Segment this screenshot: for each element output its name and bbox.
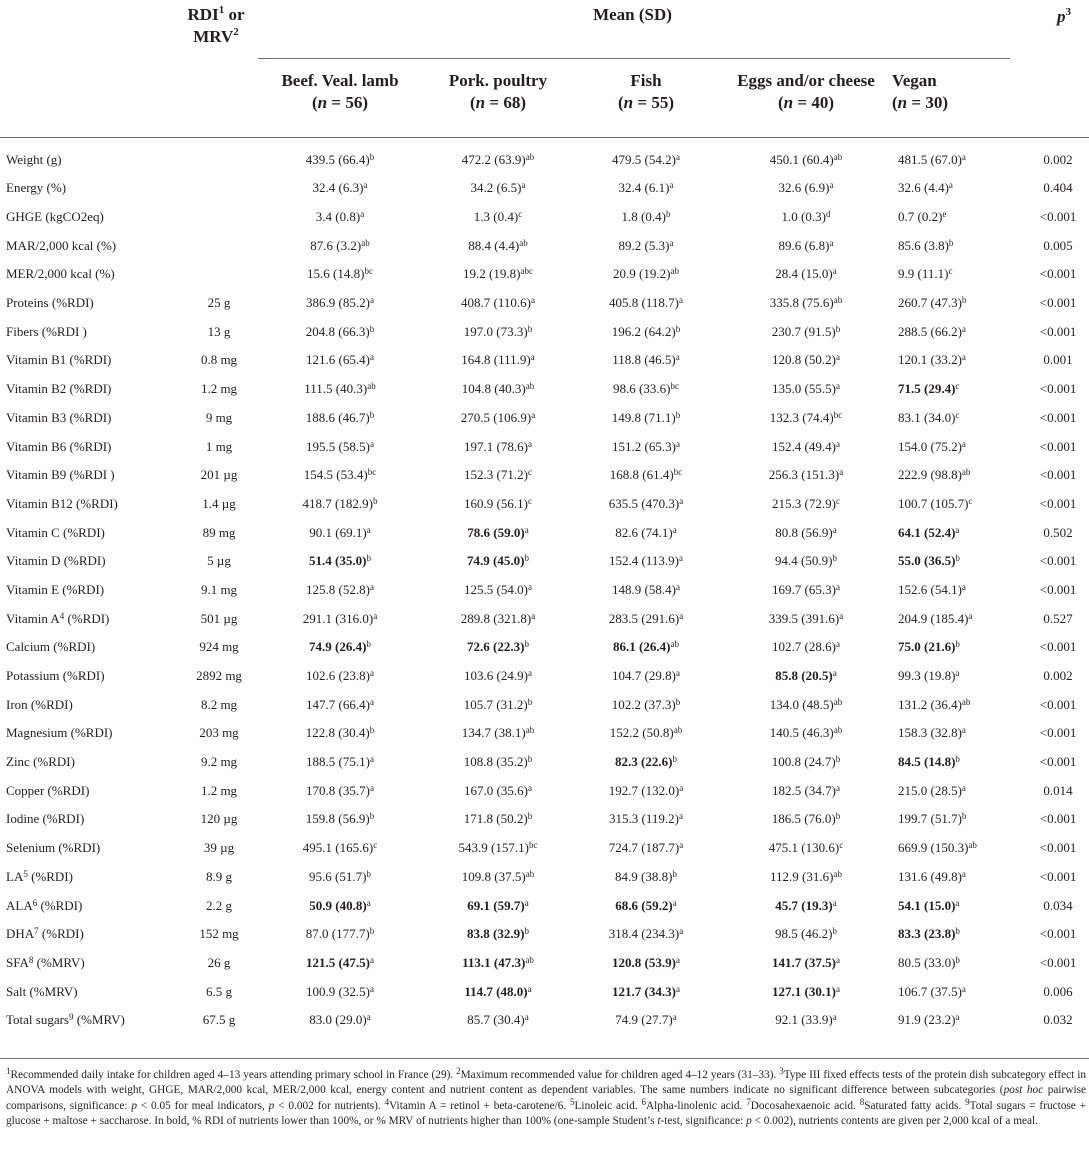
table-row bbox=[0, 260, 1089, 289]
reference-value: 13 g bbox=[207, 323, 231, 339]
mean-sd-cell: 339.5 $(391.6)^a$ bbox=[768, 610, 844, 626]
row-label: Zinc (%RDI) bbox=[6, 754, 75, 770]
mean-sd-cell: 196.2 $(64.2)^b$ bbox=[611, 323, 681, 339]
mean-sd-cell: 120.8 $(53.9)^a$ bbox=[612, 954, 680, 970]
mean-sd-cell: 472.2 $(63.9)^{ab}$ bbox=[461, 152, 535, 167]
mean-sd-cell: 99.3 $(19.8)^a$ bbox=[898, 668, 960, 684]
row-label: Copper (%RDI) bbox=[6, 782, 90, 798]
mean-sd-cell: 386.9 $(85.2)^a$ bbox=[306, 295, 374, 311]
mean-sd-cell: 122.8 $(30.4)^b$ bbox=[305, 725, 375, 741]
row-label: Fibers (%RDI ) bbox=[6, 323, 87, 339]
reference-value: 89 mg bbox=[202, 524, 236, 540]
mean-sd-cell: 98.5 $(46.2)^b$ bbox=[775, 926, 837, 942]
table-row bbox=[0, 576, 1089, 605]
p-value: <0.001 bbox=[1039, 409, 1077, 425]
mean-sd-cell: 152.6 $(54.1)^a$ bbox=[898, 581, 966, 597]
reference-value bbox=[158, 174, 256, 203]
mean-sd-cell: 289.8 $(321.8)^a$ bbox=[460, 610, 536, 626]
reference-value: 501 µg bbox=[200, 610, 238, 626]
mean-sd-cell: 78.6 $(59.0)^a$ bbox=[467, 524, 529, 540]
mean-sd-cell: 87.6 $(3.2)^{ab}$ bbox=[310, 237, 370, 253]
mean-sd-cell: 131.6 $(49.8)^a$ bbox=[898, 868, 966, 884]
mean-sd-cell: 98.6 $(33.6)^{bc}$ bbox=[613, 381, 679, 397]
table-row bbox=[0, 633, 1089, 662]
row-label: $LA^5$ (%RDI) bbox=[6, 868, 73, 884]
group-header: Eggs and/or cheese (n = 40) bbox=[737, 71, 875, 112]
reference-value: 9.1 mg bbox=[200, 581, 238, 597]
mean-sd-cell: 159.8 $(56.9)^b$ bbox=[305, 811, 375, 827]
p-value: <0.001 bbox=[1039, 438, 1077, 454]
mean-sd-cell: 112.9 $(31.6)^{ab}$ bbox=[770, 868, 842, 884]
mean-sd-cell: 87.0 $(177.7)^b$ bbox=[305, 926, 375, 942]
mean-sd-cell: 100.8 $(24.7)^b$ bbox=[771, 754, 841, 770]
mean-sd-cell: 32.6 $(4.4)^a$ bbox=[898, 180, 953, 196]
table-row bbox=[0, 1006, 1089, 1035]
p-value: 0.006 bbox=[1043, 983, 1073, 999]
mean-sd-cell: 74.9 $(45.0)^b$ bbox=[467, 553, 529, 569]
mean-sd-cell: 72.6 $(22.3)^b$ bbox=[467, 639, 529, 655]
row-label: Iodine (%RDI) bbox=[6, 811, 85, 827]
p-value: <0.001 bbox=[1039, 381, 1077, 397]
p-value: <0.001 bbox=[1039, 323, 1077, 339]
mean-sd-cell: 28.4 $(15.0)^a$ bbox=[775, 266, 837, 282]
table-row bbox=[0, 289, 1089, 318]
reference-value: 1.2 mg bbox=[200, 782, 238, 798]
mean-sd-cell: 439.5 $(66.4)^b$ bbox=[305, 152, 375, 167]
mean-sd-cell: 100.9 $(32.5)^a$ bbox=[306, 983, 374, 999]
table-row bbox=[0, 719, 1089, 748]
mean-sd-cell: 141.7 $(37.5)^a$ bbox=[772, 954, 840, 970]
mean-sd-cell: 169.7 $(65.3)^a$ bbox=[772, 581, 840, 597]
mean-sd-cell: 186.5 $(76.0)^b$ bbox=[771, 811, 841, 827]
mean-sd-cell: 125.8 $(52.8)^a$ bbox=[306, 581, 374, 597]
row-label: Magnesium (%RDI) bbox=[6, 725, 113, 741]
mean-sd-cell: 140.5 $(46.3)^{ab}$ bbox=[769, 725, 843, 741]
row-label: Vitamin $A^4$ (%RDI) bbox=[6, 610, 110, 626]
mean-sd-cell: 154.0 $(75.2)^a$ bbox=[898, 438, 966, 454]
table-row bbox=[0, 805, 1089, 834]
mean-sd-cell: 204.9 $(185.4)^a$ bbox=[898, 610, 973, 626]
mean-sd-cell: 160.9 $(56.1)^c$ bbox=[464, 495, 532, 511]
row-label: MER/2,000 kcal (%) bbox=[6, 266, 115, 282]
mean-sd-cell: 132.3 $(74.4)^{bc}$ bbox=[769, 409, 843, 425]
group-header: Fish (n = 55) bbox=[618, 71, 674, 112]
mean-sd-cell: 32.4 $(6.1)^a$ bbox=[618, 180, 674, 196]
reference-value: 120 µg bbox=[200, 811, 238, 827]
table-row bbox=[0, 604, 1089, 633]
mean-sd-cell: 75.0 $(21.6)^b$ bbox=[898, 639, 960, 655]
p-value: <0.001 bbox=[1039, 639, 1077, 655]
mean-sd-cell: 197.1 $(78.6)^a$ bbox=[464, 438, 532, 454]
mean-sd-cell: 0.7 $(0.2)^e$ bbox=[898, 209, 947, 225]
p-value: <0.001 bbox=[1039, 811, 1077, 827]
mean-sd-cell: 256.3 $(151.3)^a$ bbox=[768, 467, 844, 483]
p-value: 0.527 bbox=[1043, 610, 1073, 626]
mean-sd-cell: 481.5 $(67.0)^a$ bbox=[898, 152, 966, 167]
row-label: Salt (%MRV) bbox=[6, 983, 78, 999]
group-header: Vegan (n = 30) bbox=[892, 71, 948, 112]
row-label: GHGE (kgCO2eq) bbox=[6, 209, 104, 225]
mean-sd-cell: 135.0 $(55.5)^a$ bbox=[772, 381, 840, 397]
mean-sd-cell: 182.5 $(34.7)^a$ bbox=[772, 782, 840, 798]
table-row bbox=[0, 776, 1089, 805]
mean-sd-cell: 106.7 $(37.5)^a$ bbox=[898, 983, 966, 999]
mean-sd-cell: 335.8 $(75.6)^{ab}$ bbox=[769, 295, 843, 311]
reference-value: 924 mg bbox=[199, 639, 239, 655]
mean-sd-cell: 152.3 $(71.2)^c$ bbox=[464, 467, 532, 483]
mean-sd-cell: 51.4 $(35.0)^b$ bbox=[309, 553, 371, 569]
mean-sd-cell: 45.7 $(19.3)^a$ bbox=[775, 897, 837, 913]
p-value: 0.002 bbox=[1043, 152, 1073, 167]
p-value: <0.001 bbox=[1039, 840, 1077, 856]
row-label: Iron (%RDI) bbox=[6, 696, 73, 712]
table-row bbox=[0, 375, 1089, 404]
row-label: Vitamin B1 (%RDI) bbox=[6, 352, 112, 368]
mean-sd-cell: 188.6 $(46.7)^b$ bbox=[305, 409, 375, 425]
reference-value: 2.2 g bbox=[206, 897, 232, 913]
reference-value: 39 µg bbox=[203, 840, 235, 856]
mean-sd-cell: 80.5 $(33.0)^b$ bbox=[898, 954, 960, 970]
table-row bbox=[0, 690, 1089, 719]
mean-sd-cell: 90.1 $(69.1)^a$ bbox=[309, 524, 371, 540]
p-value: <0.001 bbox=[1039, 926, 1077, 942]
table-row bbox=[0, 137, 1089, 174]
table-row bbox=[0, 404, 1089, 433]
mean-sd-cell: 89.6 $(6.8)^a$ bbox=[778, 237, 834, 253]
mean-sd-cell: 288.5 $(66.2)^a$ bbox=[898, 323, 966, 339]
mean-sd-cell: 84.5 $(14.8)^b$ bbox=[898, 754, 960, 770]
mean-sd-cell: 85.6 $(3.8)^b$ bbox=[898, 237, 954, 253]
p-value: 0.502 bbox=[1043, 524, 1073, 540]
reference-value: 25 g bbox=[207, 295, 231, 311]
mean-sd-cell: 83.0 $(29.0)^a$ bbox=[309, 1012, 371, 1028]
reference-value: 152 mg bbox=[199, 926, 239, 942]
mean-sd-cell: 68.6 $(59.2)^a$ bbox=[615, 897, 677, 913]
mean-sd-cell: 260.7 $(47.3)^b$ bbox=[898, 295, 967, 311]
mean-sd-cell: 88.4 $(4.4)^{ab}$ bbox=[468, 237, 528, 253]
reference-value: 5 µg bbox=[207, 553, 231, 569]
mean-sd-cell: 125.5 $(54.0)^a$ bbox=[464, 581, 532, 597]
mean-sd-cell: 95.6 $(51.7)^b$ bbox=[309, 868, 371, 884]
reference-value: 67.5 g bbox=[202, 1012, 236, 1028]
mean-sd-cell: 168.8 $(61.4)^{bc}$ bbox=[609, 467, 683, 483]
mean-sd-cell: 270.5 $(106.9)^a$ bbox=[460, 409, 536, 425]
mean-sd-cell: 86.1 $(26.4)^{ab}$ bbox=[613, 639, 679, 655]
mean-sd-cell: 215.3 $(72.9)^c$ bbox=[772, 495, 840, 511]
row-label: Vitamin B2 (%RDI) bbox=[6, 381, 112, 397]
table-row bbox=[0, 317, 1089, 346]
mean-sd-cell: 192.7 $(132.0)^a$ bbox=[608, 782, 684, 798]
mean-sd-cell: 100.7 $(105.7)^c$ bbox=[898, 495, 973, 511]
p-value: <0.001 bbox=[1039, 467, 1077, 483]
p-value: <0.001 bbox=[1039, 696, 1077, 712]
mean-sd-cell: 164.8 $(111.9)^a$ bbox=[461, 352, 535, 368]
table-row bbox=[0, 748, 1089, 777]
mean-sd-cell: 121.5 $(47.5)^a$ bbox=[306, 954, 374, 970]
mean-sd-cell: 69.1 $(59.7)^a$ bbox=[467, 897, 529, 913]
row-label: Vitamin C (%RDI) bbox=[6, 524, 105, 540]
mean-sd-cell: 32.6 $(6.9)^a$ bbox=[778, 180, 834, 196]
mean-sd-cell: 215.0 $(28.5)^a$ bbox=[898, 782, 966, 798]
mean-sd-cell: 131.2 $(36.4)^{ab}$ bbox=[898, 696, 971, 712]
row-label: Vitamin B3 (%RDI) bbox=[6, 409, 112, 425]
p-value: 0.005 bbox=[1043, 237, 1073, 253]
p-value: 0.404 bbox=[1043, 180, 1073, 196]
mean-sd-cell: 109.8 $(37.5)^{ab}$ bbox=[461, 868, 535, 884]
mean-sd-cell: 152.4 $(113.9)^a$ bbox=[609, 553, 683, 569]
mean-sd-cell: 120.8 $(50.2)^a$ bbox=[772, 352, 840, 368]
group-header: Beef. Veal. lamb (n = 56) bbox=[281, 71, 399, 112]
table-row bbox=[0, 432, 1089, 461]
row-label: Total sugars$^9$ (%MRV) bbox=[6, 1012, 125, 1028]
p-value: <0.001 bbox=[1039, 295, 1077, 311]
table-row bbox=[0, 490, 1089, 519]
mean-sd-cell: 102.7 $(28.6)^a$ bbox=[772, 639, 840, 655]
mean-sd-cell: 199.7 $(51.7)^b$ bbox=[898, 811, 967, 827]
mean-sd-cell: 34.2 $(6.5)^a$ bbox=[470, 180, 526, 196]
mean-sd-cell: 154.5 $(53.4)^{bc}$ bbox=[303, 467, 377, 483]
mean-sd-cell: 195.5 $(58.5)^a$ bbox=[306, 438, 374, 454]
mean-sd-cell: 152.2 $(50.8)^{ab}$ bbox=[609, 725, 683, 741]
mean-sd-cell: 3.4 $(0.8)^a$ bbox=[315, 209, 365, 225]
table-row bbox=[0, 231, 1089, 260]
mean-sd-cell: 149.8 $(71.1)^b$ bbox=[611, 409, 681, 425]
reference-value: 8.2 mg bbox=[200, 696, 238, 712]
table-footnote: $^1$Recommended daily intake for children aged 4–13 years attending primary school in France (29). $^2$Maximum recommended value for children aged 4–12 years (31–33). $^3$Type III fixed effects tests of the protein dish subcategory effect in ANOVA models with weight, GHGE, MAR/2,000 kcal, MER/2,000 kcal, energy content and nutrient content as dependent variables. The same numbers indicate no significant difference between subcategories (post hoc pairwise comparisons, significance: p < 0.05 for meal indicators, p < 0.002 for nutrients). $^4$Vitamin A = retinol + beta-carotene/6. $^5$Linoleic acid. $^6$Alpha-linolenic acid. $^7$Docosahexaenoic acid. $^8$Saturated fatty acids. $^9$Total sugars = fructose + glucose + maltose + saccharose. In bold, % RDI of nutrients lower than 100%, or % MRV of nutrients higher than 100% (one-sample Student’s t-test, significance: p < 0.002), nutrients contents are given per 2,000 kcal of a meal. bbox=[6, 1066, 1087, 1128]
table-row bbox=[0, 891, 1089, 920]
table-row bbox=[0, 834, 1089, 863]
mean-sd-cell: 9.9 $(11.1)^c$ bbox=[898, 266, 953, 282]
mean-sd-cell: 222.9 $(98.8)^{ab}$ bbox=[898, 467, 971, 483]
p-value: <0.001 bbox=[1039, 868, 1077, 884]
reference-value: 201 µg bbox=[200, 467, 238, 483]
p-value: 0.032 bbox=[1043, 1012, 1073, 1028]
mean-sd-cell: 108.8 $(35.2)^b$ bbox=[463, 754, 533, 770]
mean-sd-cell: 103.6 $(24.9)^a$ bbox=[464, 668, 532, 684]
mean-sd-cell: 74.9 $(26.4)^b$ bbox=[309, 639, 371, 655]
mean-sd-cell: 147.7 $(66.4)^a$ bbox=[306, 696, 374, 712]
reference-value: 6.5 g bbox=[206, 983, 232, 999]
mean-sd-cell: 80.8 $(56.9)^a$ bbox=[775, 524, 837, 540]
mean-sd-cell: 495.1 $(165.6)^c$ bbox=[302, 840, 378, 856]
table-row bbox=[0, 863, 1089, 892]
p-value: <0.001 bbox=[1039, 754, 1077, 770]
mean-sd-cell: 121.6 $(65.4)^a$ bbox=[306, 352, 374, 368]
mean-sd-cell: 15.6 $(14.8)^{bc}$ bbox=[307, 266, 373, 282]
mean-sd-cell: 111.5 $(40.3)^{ab}$ bbox=[304, 381, 376, 397]
row-label: DHA$^7$ (%RDI) bbox=[6, 926, 84, 942]
mean-sd-cell: 291.1 $(316.0)^a$ bbox=[302, 610, 378, 626]
reference-value: 26 g bbox=[207, 954, 231, 970]
row-label: Proteins (%RDI) bbox=[6, 295, 94, 311]
mean-sd-cell: 1.3 $(0.4)^c$ bbox=[473, 209, 523, 225]
mean-sd-cell: 170.8 $(35.7)^a$ bbox=[306, 782, 374, 798]
mean-sd-cell: 197.0 $(73.3)^b$ bbox=[463, 323, 533, 339]
row-label: ALA$^6$ (%RDI) bbox=[6, 897, 83, 913]
mean-sd-cell: 92.1 $(33.9)^a$ bbox=[775, 1012, 837, 1028]
mean-sd-cell: 83.1 $(34.0)^c$ bbox=[898, 409, 960, 425]
mean-sd-cell: 543.9 $(157.1)^{bc}$ bbox=[458, 840, 538, 856]
mean-sd-cell: 74.9 $(27.7)^a$ bbox=[615, 1012, 677, 1028]
table-row bbox=[0, 547, 1089, 576]
mean-sd-cell: 85.7 $(30.4)^a$ bbox=[467, 1012, 529, 1028]
mean-sd-header: Mean (SD) bbox=[593, 5, 672, 24]
reference-value bbox=[158, 137, 256, 174]
reference-value: 0.8 mg bbox=[200, 352, 238, 368]
table-row bbox=[0, 977, 1089, 1006]
reference-value: 8.9 g bbox=[206, 868, 232, 884]
mean-sd-cell: 120.1 $(33.2)^a$ bbox=[898, 352, 966, 368]
mean-sd-cell: 85.8 $(20.5)^a$ bbox=[775, 668, 837, 684]
table-row bbox=[0, 346, 1089, 375]
table-row bbox=[0, 461, 1089, 490]
mean-sd-cell: 669.9 $(150.3)^{ab}$ bbox=[898, 840, 977, 856]
row-label: Calcium (%RDI) bbox=[6, 639, 96, 655]
mean-sd-cell: 315.3 $(119.2)^a$ bbox=[609, 811, 683, 827]
table-row bbox=[0, 174, 1089, 203]
mean-sd-cell: 102.6 $(23.8)^a$ bbox=[306, 668, 374, 684]
mean-sd-cell: 83.8 $(32.9)^b$ bbox=[467, 926, 529, 942]
mean-sd-cell: 64.1 $(52.4)^a$ bbox=[898, 524, 960, 540]
mean-sd-cell: 121.7 $(34.3)^a$ bbox=[612, 983, 680, 999]
row-label: Vitamin B12 (%RDI) bbox=[6, 495, 118, 511]
mean-sd-cell: 283.5 $(291.6)^a$ bbox=[608, 610, 684, 626]
mean-sd-cell: 158.3 $(32.8)^a$ bbox=[898, 725, 966, 741]
row-label: Vitamin E (%RDI) bbox=[6, 581, 105, 597]
row-label: Energy (%) bbox=[6, 180, 67, 196]
mean-sd-cell: 82.3 $(22.6)^b$ bbox=[615, 754, 677, 770]
mean-sd-cell: 188.5 $(75.1)^a$ bbox=[306, 754, 374, 770]
mean-sd-cell: 405.8 $(118.7)^a$ bbox=[609, 295, 683, 311]
mean-sd-cell: 152.4 $(49.4)^a$ bbox=[772, 438, 840, 454]
mean-sd-cell: 475.1 $(130.6)^c$ bbox=[768, 840, 844, 856]
row-label: SFA$^8$ (%MRV) bbox=[6, 954, 85, 970]
group-header: Pork. poultry (n = 68) bbox=[448, 71, 548, 112]
table-bottom-rule bbox=[0, 1058, 1089, 1059]
mean-sd-cell: 418.7 $(182.9)^b$ bbox=[302, 495, 378, 511]
reference-value bbox=[158, 260, 256, 289]
reference-value bbox=[158, 231, 256, 260]
mean-sd-cell: 105.7 $(31.2)^b$ bbox=[463, 696, 533, 712]
mean-sd-cell: 635.5 $(470.3)^a$ bbox=[608, 495, 684, 511]
mean-sd-cell: 54.1 $(15.0)^a$ bbox=[898, 897, 960, 913]
mean-sd-cell: 450.1 $(60.4)^{ab}$ bbox=[769, 152, 843, 167]
row-label: Selenium (%RDI) bbox=[6, 840, 101, 856]
row-label: Vitamin B9 (%RDI ) bbox=[6, 467, 115, 483]
mean-sd-cell: 171.8 $(50.2)^b$ bbox=[463, 811, 533, 827]
p-value: <0.001 bbox=[1039, 581, 1077, 597]
reference-value: 203 mg bbox=[199, 725, 239, 741]
p-value: 0.002 bbox=[1043, 668, 1073, 684]
mean-sd-cell: 230.7 $(91.5)^b$ bbox=[771, 323, 841, 339]
row-label: MAR/2,000 kcal (%) bbox=[6, 237, 117, 253]
mean-sd-cell: 55.0 $(36.5)^b$ bbox=[898, 553, 960, 569]
table-row bbox=[0, 518, 1089, 547]
reference-value bbox=[158, 203, 256, 232]
mean-sd-cell: 91.9 $(23.2)^a$ bbox=[898, 1012, 960, 1028]
reference-value: 2892 mg bbox=[196, 668, 242, 684]
mean-sd-cell: 1.8 $(0.4)^b$ bbox=[621, 209, 671, 225]
p-value: <0.001 bbox=[1039, 266, 1077, 282]
p-value: 0.001 bbox=[1043, 352, 1073, 368]
p-value: <0.001 bbox=[1039, 553, 1077, 569]
mean-sd-cell: 479.5 $(54.2)^a$ bbox=[612, 152, 680, 167]
p-value-header: $p^3$ bbox=[1057, 6, 1072, 26]
reference-value: 1.4 µg bbox=[202, 495, 236, 511]
rdi-mrv-header: RDI$^1$ or MRV$^2$ bbox=[187, 4, 245, 46]
mean-sd-cell: 114.7 $(48.0)^a$ bbox=[464, 983, 532, 999]
mean-sd-cell: 104.7 $(29.8)^a$ bbox=[612, 668, 680, 684]
table-row bbox=[0, 949, 1089, 978]
mean-sd-cell: 19.2 $(19.8)^{abc}$ bbox=[463, 266, 533, 282]
reference-value: 9 mg bbox=[205, 409, 233, 425]
mean-sd-cell: 20.9 $(19.2)^{ab}$ bbox=[613, 266, 679, 282]
p-value: <0.001 bbox=[1039, 209, 1077, 225]
empty-header-cell bbox=[0, 0, 158, 58]
mean-sd-cell: 134.7 $(38.1)^{ab}$ bbox=[461, 725, 535, 741]
mean-sd-cell: 113.1 $(47.3)^{ab}$ bbox=[462, 954, 534, 970]
mean-sd-cell: 148.9 $(58.4)^a$ bbox=[612, 581, 680, 597]
table-row bbox=[0, 203, 1089, 232]
mean-sd-cell: 84.9 $(38.8)^b$ bbox=[615, 868, 677, 884]
row-label: Vitamin B6 (%RDI) bbox=[6, 438, 112, 454]
reference-value: 9.2 mg bbox=[200, 754, 238, 770]
mean-sd-cell: 167.0 $(35.6)^a$ bbox=[464, 782, 532, 798]
mean-sd-cell: 151.2 $(65.3)^a$ bbox=[612, 438, 680, 454]
mean-sd-cell: 318.4 $(234.3)^a$ bbox=[608, 926, 684, 942]
mean-sd-cell: 204.8 $(66.3)^b$ bbox=[305, 323, 375, 339]
reference-value: 1 mg bbox=[205, 438, 233, 454]
mean-sd-cell: 104.8 $(40.3)^{ab}$ bbox=[461, 381, 535, 397]
mean-sd-cell: 82.6 $(74.1)^a$ bbox=[615, 524, 677, 540]
p-value: 0.014 bbox=[1043, 782, 1073, 798]
mean-sd-cell: 94.4 $(50.9)^b$ bbox=[775, 553, 837, 569]
mean-sd-cell: 408.7 $(110.6)^a$ bbox=[461, 295, 535, 311]
p-value: <0.001 bbox=[1039, 495, 1077, 511]
row-label: Potassium (%RDI) bbox=[6, 668, 105, 684]
mean-sd-cell: 50.9 $(40.8)^a$ bbox=[309, 897, 371, 913]
mean-sd-cell: 102.2 $(37.3)^b$ bbox=[611, 696, 681, 712]
mean-sd-cell: 83.3 $(23.8)^b$ bbox=[898, 926, 960, 942]
mean-sd-cell: 134.0 $(48.5)^{ab}$ bbox=[769, 696, 843, 712]
mean-sd-cell: 71.5 $(29.4)^c$ bbox=[898, 381, 960, 397]
reference-value: 1.2 mg bbox=[200, 381, 238, 397]
mean-sd-cell: 32.4 $(6.3)^a$ bbox=[312, 180, 368, 196]
mean-sd-cell: 724.7 $(187.7)^a$ bbox=[608, 840, 684, 856]
row-label: Weight (g) bbox=[6, 152, 62, 167]
p-value: 0.034 bbox=[1043, 897, 1073, 913]
mean-sd-cell: 118.8 $(46.5)^a$ bbox=[612, 352, 680, 368]
mean-sd-cell: 89.2 $(5.3)^a$ bbox=[618, 237, 674, 253]
p-value: <0.001 bbox=[1039, 954, 1077, 970]
mean-sd-cell: 1.0 $(0.3)^d$ bbox=[781, 209, 831, 225]
p-value: <0.001 bbox=[1039, 725, 1077, 741]
row-label: Vitamin D (%RDI) bbox=[6, 553, 106, 569]
table-row bbox=[0, 662, 1089, 691]
table-row bbox=[0, 920, 1089, 949]
mean-sd-cell: 127.1 $(30.1)^a$ bbox=[772, 983, 840, 999]
